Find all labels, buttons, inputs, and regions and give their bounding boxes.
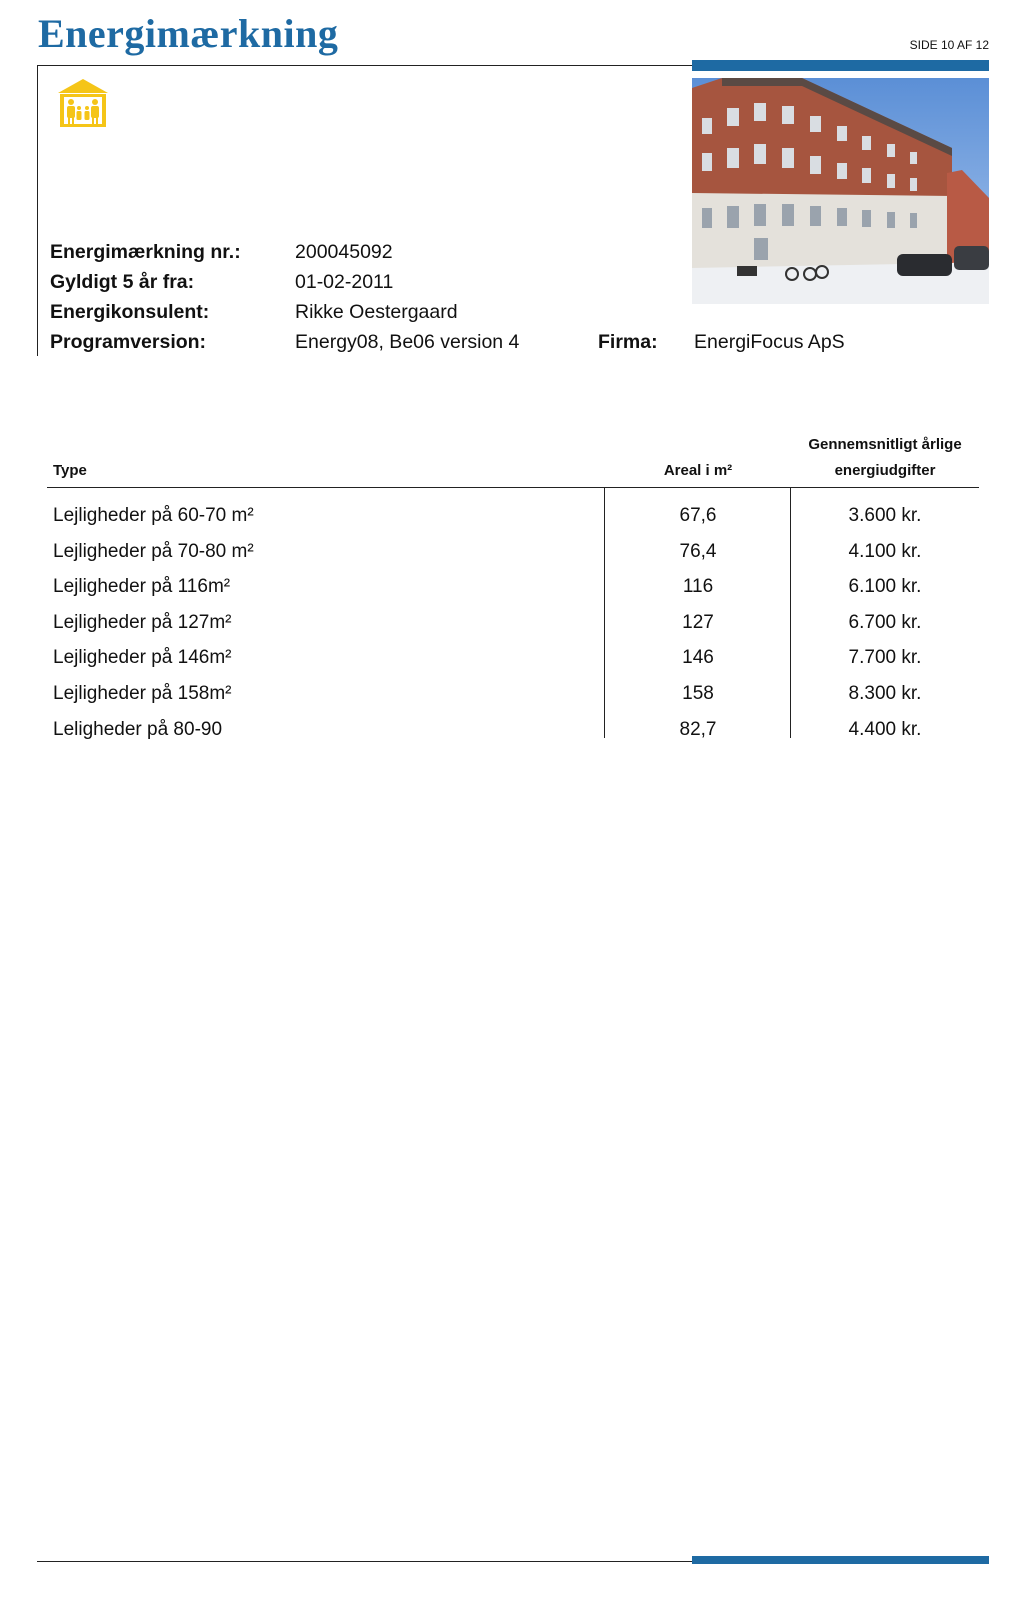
cell-cost: 4.100 kr. (848, 541, 922, 562)
header-rule (37, 65, 692, 66)
cell-cost: 8.300 kr. (848, 683, 922, 704)
page-indicator: SIDE 10 AF 12 (909, 38, 989, 52)
value-energikonsulent: Rikke Oestergaard (295, 301, 458, 323)
header-accent-bar (692, 60, 989, 71)
table-row (0, 612, 1031, 648)
table-row (0, 647, 1031, 683)
cell-areal: 158 (682, 683, 714, 704)
cell-cost: 6.700 kr. (848, 612, 922, 633)
cell-type: Lejligheder på 146m² (53, 647, 232, 668)
cell-areal: 82,7 (679, 719, 717, 740)
column-header-areal: Areal i m² (663, 462, 733, 479)
document-title: Energimærkning (38, 11, 339, 56)
footer-accent-bar (692, 1556, 989, 1564)
cell-type: Lejligheder på 70-80 m² (53, 541, 254, 562)
house-family-logo-icon (57, 78, 109, 128)
table-row (0, 505, 1031, 541)
table-header-rule (47, 487, 979, 488)
label-energimaerkning-nr: Energimærkning nr.: (50, 241, 241, 263)
footer-rule (37, 1561, 692, 1562)
cell-areal: 116 (682, 576, 714, 597)
column-header-cost-line2: energiudgifter (834, 462, 936, 479)
value-firma: EnergiFocus ApS (694, 331, 845, 353)
cell-type: Lejligheder på 127m² (53, 612, 232, 633)
cell-cost: 3.600 kr. (848, 505, 922, 526)
building-photo-icon (692, 78, 989, 304)
cell-areal: 146 (682, 647, 714, 668)
cell-cost: 6.100 kr. (848, 576, 922, 597)
label-programversion: Programversion: (50, 331, 207, 353)
cell-cost: 4.400 kr. (848, 719, 922, 740)
cell-cost: 7.700 kr. (848, 647, 922, 668)
value-gyldigt: 01-02-2011 (295, 271, 394, 293)
cell-areal: 67,6 (679, 505, 717, 526)
cell-areal: 127 (682, 612, 714, 633)
value-energimaerkning-nr: 200045092 (295, 241, 393, 263)
label-firma: Firma: (598, 331, 658, 353)
cell-type: Lejligheder på 158m² (53, 683, 232, 704)
column-header-cost-line1: Gennemsnitligt årlige (808, 436, 962, 453)
cell-type: Leligheder på 80-90 (53, 719, 223, 740)
label-energikonsulent: Energikonsulent: (50, 301, 210, 323)
column-header-type: Type (53, 462, 87, 479)
label-gyldigt: Gyldigt 5 år fra: (50, 271, 195, 293)
cell-type: Lejligheder på 60-70 m² (53, 505, 254, 526)
table-row (0, 719, 1031, 755)
cell-type: Lejligheder på 116m² (53, 576, 231, 597)
header-left-rule (37, 65, 38, 356)
table-row (0, 683, 1031, 719)
table-row (0, 576, 1031, 612)
cell-areal: 76,4 (679, 541, 717, 562)
table-row (0, 541, 1031, 577)
value-programversion: Energy08, Be06 version 4 (295, 331, 520, 353)
